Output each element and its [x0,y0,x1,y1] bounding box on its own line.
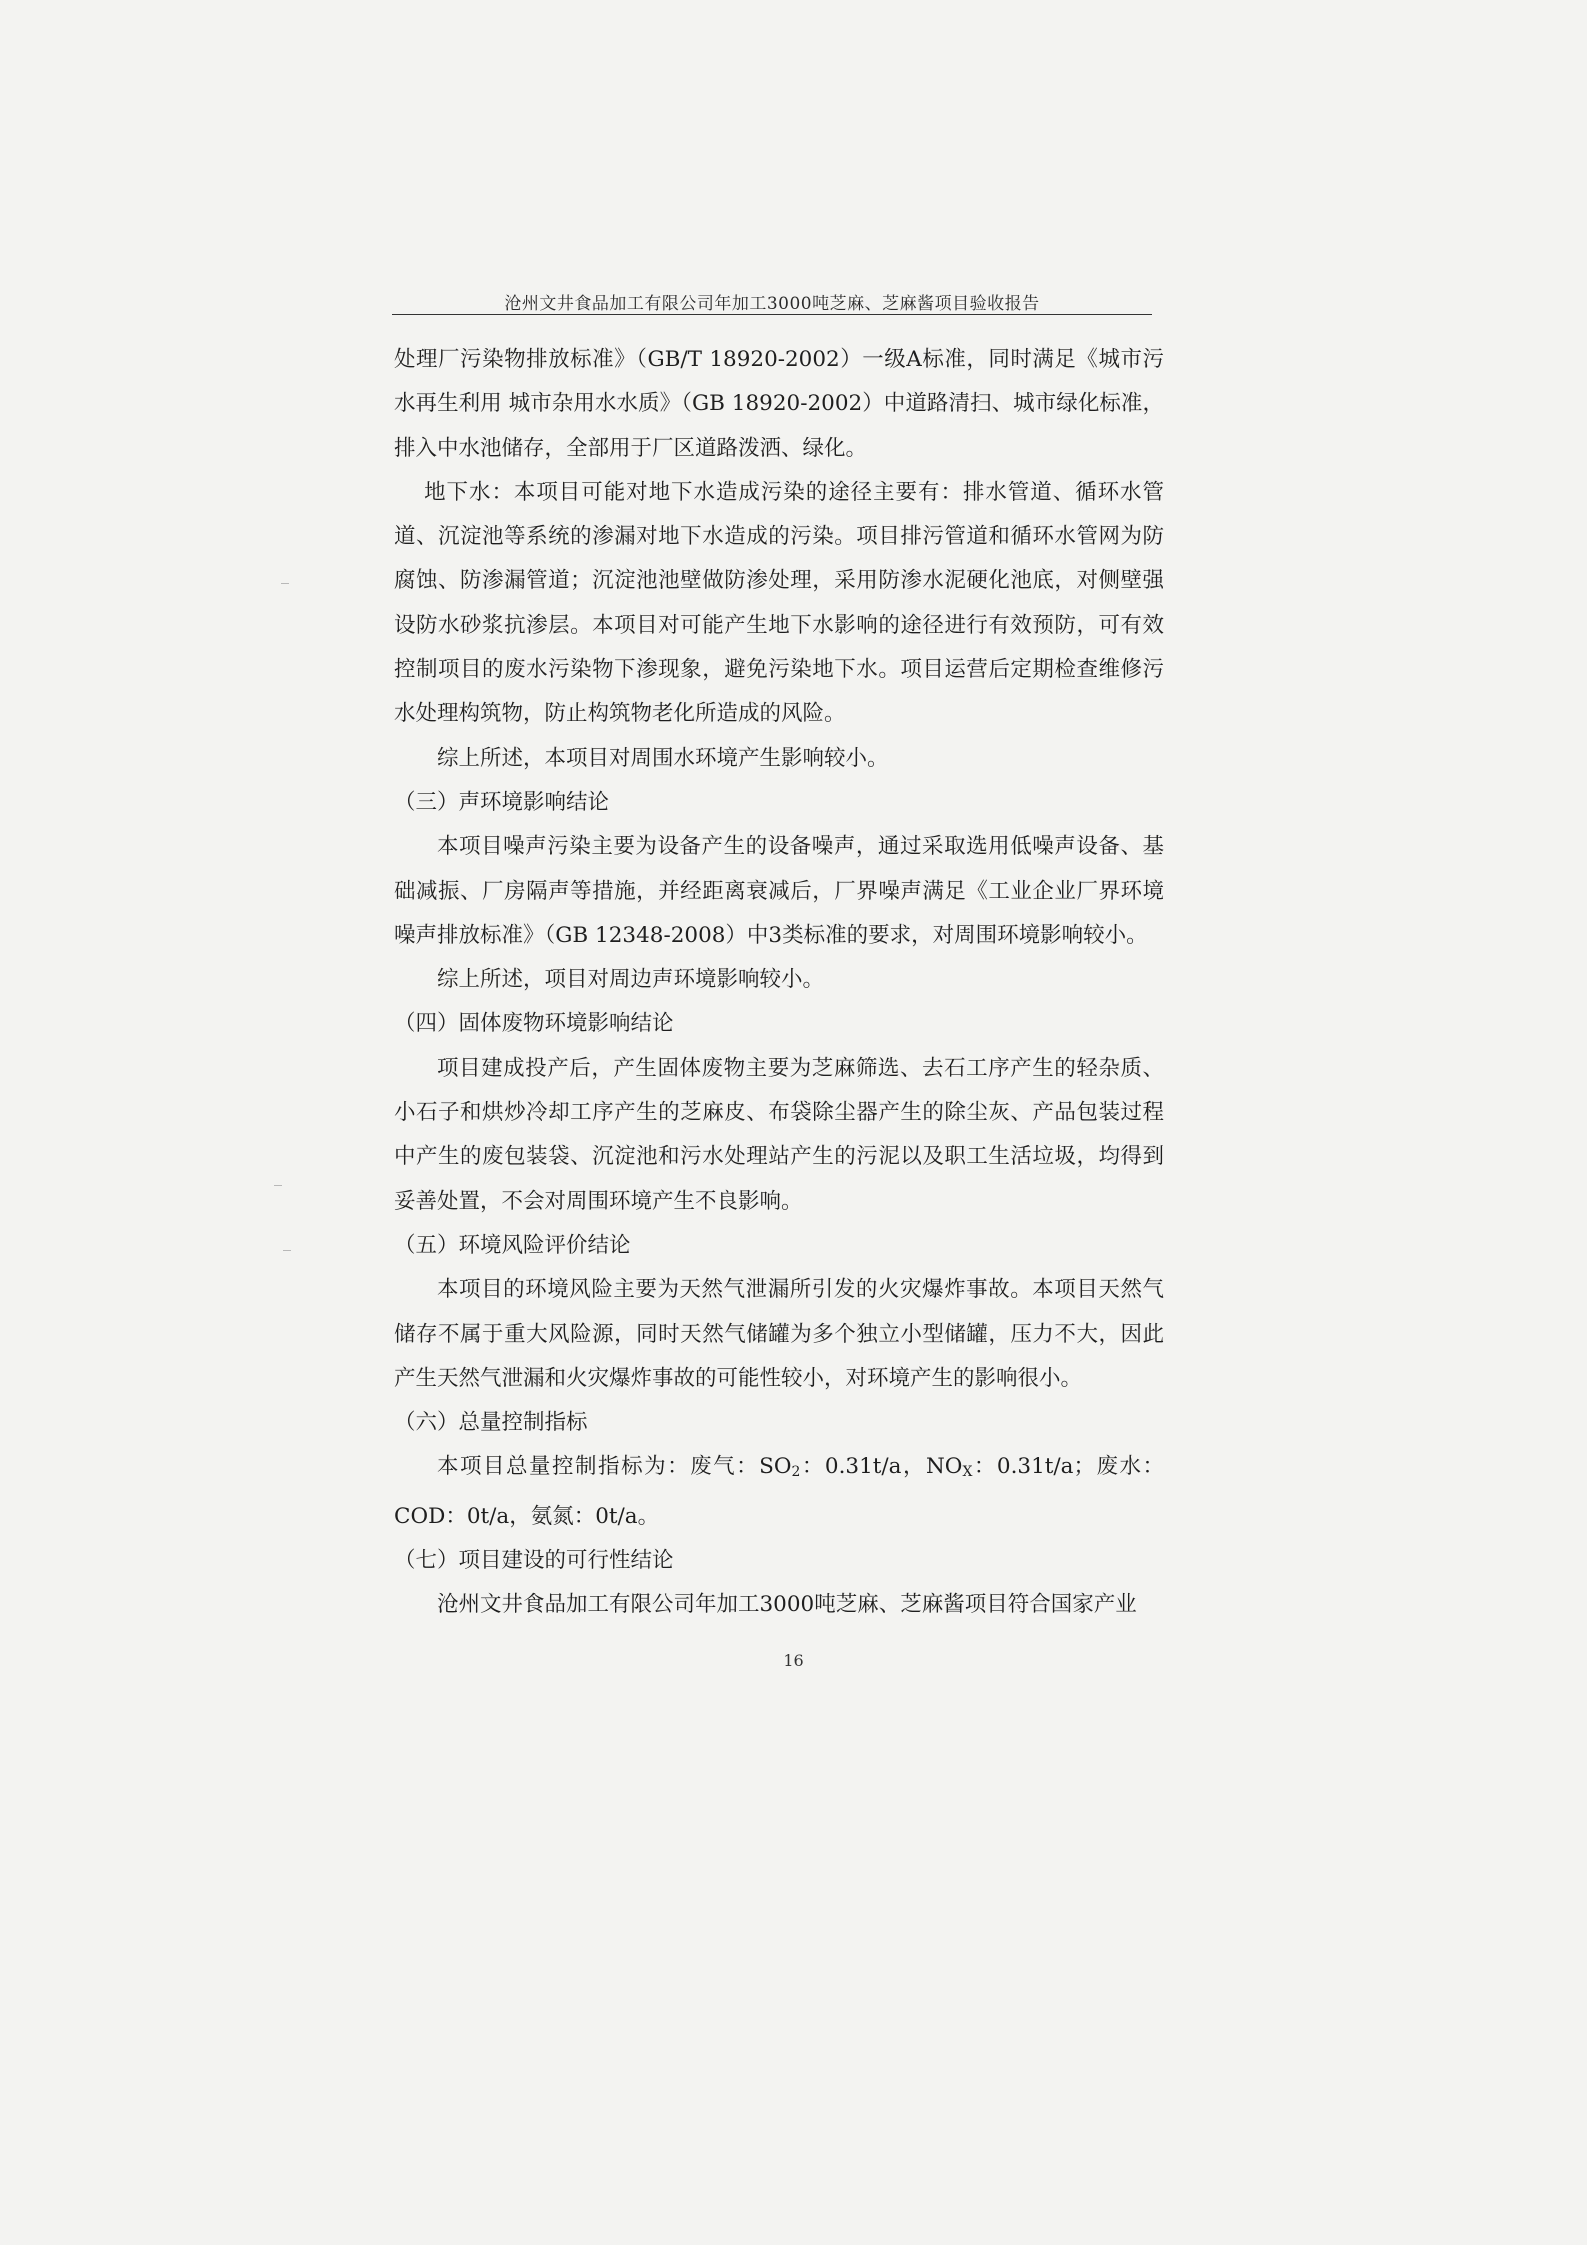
paragraph-total-control [394,1445,1164,1538]
nox-subscript: X [962,1464,973,1481]
section-heading-solid-waste: （四）固体废物环境影响结论 [394,1011,674,1037]
scan-mark [274,1185,282,1186]
total-control-part-b: ：0.31t/a，NO [800,1454,963,1480]
header-divider [392,314,1152,315]
page-header-title: 沧州文井食品加工有限公司年加工3000吨芝麻、芝麻酱项目验收报告 [504,294,1040,314]
scan-mark [283,1250,291,1251]
total-control-part-a: 本项目总量控制指标为：废气：SO [437,1454,792,1480]
section-heading-feasibility: （七）项目建设的可行性结论 [394,1547,674,1573]
total-control-part-c: ：0.31t/a；废水：COD：0t/a，氨氮：0t/a。 [394,1454,1165,1529]
scan-mark [281,583,289,584]
so2-subscript: 2 [791,1464,801,1481]
paragraph-risk: 本项目的环境风险主要为天然气泄漏所引发的火灾爆炸事故。本项目天然气储存不属于重大风险源，同时天然气储罐为多个独立小型储罐，压力不大，因此产生天然气泄漏和火灾爆炸事故的可能性较小，对环境产生的影响很小。 [394,1277,1164,1391]
paragraph-feasibility: 沧州文井食品加工有限公司年加工3000吨芝麻、芝麻酱项目符合国家产业 [437,1592,1137,1618]
body-text [394,338,1164,1627]
section-heading-risk: （五）环境风险评价结论 [394,1232,631,1258]
paragraph-noise-summary: 综上所述，项目对周边声环境影响较小。 [437,967,825,993]
section-heading-noise: （三）声环境影响结论 [394,789,610,815]
section-heading-total-control: （六）总量控制指标 [394,1410,588,1436]
paragraph-groundwater: 地下水：本项目可能对地下水造成污染的途径主要有：排水管道、循环水管道、沉淀池等系统的渗漏对地下水造成的污染。项目排污管道和循环水管网为防腐蚀、防渗漏管道；沉淀池池壁做防渗处理，采用防渗水泥硬化池底，对侧壁强设防水砂浆抗渗层。本项目对可能产生地下水影响的途径进行有效预防，可有效控制项目的废水污染物下渗现象，避免污染地下水。项目运营后定期检查维修污水处理构筑物，防止构筑物老化所造成的风险。 [394,479,1164,727]
paragraph-noise: 本项目噪声污染主要为设备产生的设备噪声，通过采取选用低噪声设备、基础减振、厂房隔声等措施，并经距离衰减后，厂界噪声满足《工业企业厂界环境噪声排放标准》（GB 12348-2008）中3类标准的要求，对周围环境影响较小。 [394,834,1164,948]
page-number: 16 [783,1651,804,1670]
paragraph-solid-waste: 项目建成投产后，产生固体废物主要为芝麻筛选、去石工序产生的轻杂质、小石子和烘炒冷却工序产生的芝麻皮、布袋除尘器产生的除尘灰、产品包装过程中产生的废包装袋、沉淀池和污水处理站产生的污泥以及职工生活垃圾，均得到妥善处置，不会对周围环境产生不良影响。 [394,1055,1164,1214]
paragraph-wastewater-standard: 处理厂污染物排放标准》（GB/T 18920-2002）一级A标准，同时满足《城市污水再生利用 城市杂用水水质》（GB 18920-2002）中道路清扫、城市绿化标准，排入中水池储存，全部用于厂区道路泼洒、绿化。 [394,347,1164,461]
paragraph-water-summary: 综上所述，本项目对周围水环境产生影响较小。 [437,745,889,771]
